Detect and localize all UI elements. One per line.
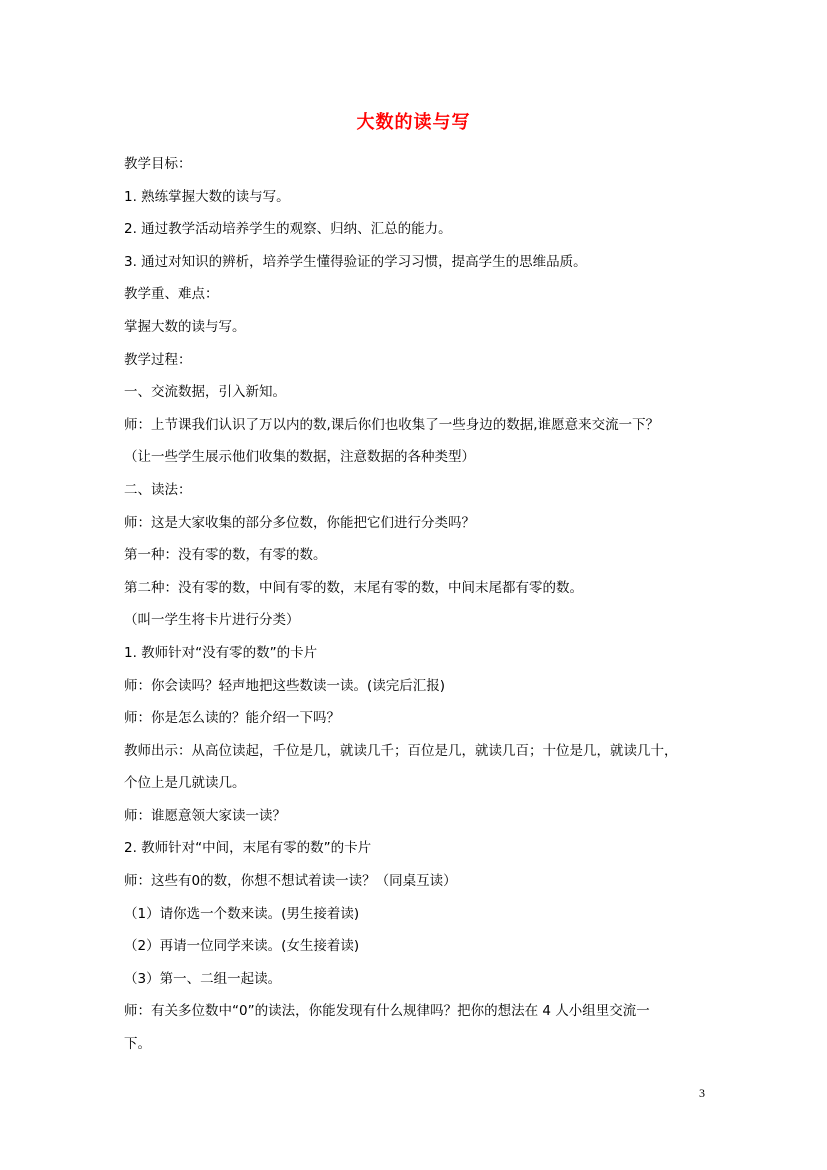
text-line: （1）请你选一个数来读。(男生接着读) <box>124 905 360 922</box>
text-line: 1. 教师针对“没有零的数”的卡片 <box>124 644 318 661</box>
text-line: 一、交流数据，引入新知。 <box>124 384 286 401</box>
text-line: 3. 通过对知识的辨析，培养学生懂得验证的学习习惯，提高学生的思维品质。 <box>124 253 587 270</box>
text-line: 下。 <box>124 1036 151 1053</box>
document-title: 大数的读与写 <box>356 112 471 133</box>
text-line: （2）再请一位同学来读。(女生接着读) <box>124 938 360 955</box>
text-line: 二、读法： <box>124 481 192 498</box>
text-line: 师：这些有0的数，你想不想试着读一读？（同桌互读） <box>124 873 457 890</box>
text-line: 1. 熟练掌握大数的读与写。 <box>124 188 290 205</box>
text-line: 个位上是几就读几。 <box>124 775 246 792</box>
text-line: 师：谁愿意领大家读一读？ <box>124 807 286 824</box>
document-body <box>124 148 714 1061</box>
text-line: 教学重、难点： <box>124 286 219 303</box>
text-line: 教学目标： <box>124 156 192 172</box>
text-line: 教师出示：从高位读起，千位是几，就读几千；百位是几，就读几百；十位是几，就读几十， <box>124 742 678 759</box>
text-line: 第一种：没有零的数，有零的数。 <box>124 547 327 564</box>
text-line: 第二种：没有零的数，中间有零的数，末尾有零的数，中间末尾都有零的数。 <box>124 579 583 596</box>
text-line: （3）第一、二组一起读。 <box>124 970 282 987</box>
text-line: 师：上节课我们认识了万以内的数,课后你们也收集了一些身边的数据,谁愿意来交流一下？ <box>124 416 660 433</box>
text-line: 2. 通过教学活动培养学生的观察、归纳、汇总的能力。 <box>124 221 452 238</box>
text-line: 2. 教师针对“中间，末尾有零的数”的卡片 <box>124 840 372 857</box>
text-line: 掌握大数的读与写。 <box>124 318 246 335</box>
text-line: 师：你是怎么读的？能介绍一下吗？ <box>124 710 340 727</box>
text-line: （让一些学生展示他们收集的数据，注意数据的各种类型） <box>124 449 475 466</box>
text-line: 师：你会读吗？轻声地把这些数读一读。(读完后汇报) <box>124 677 446 694</box>
text-line: （叫一学生将卡片进行分类） <box>124 612 300 629</box>
page-number: 3 <box>699 1086 705 1100</box>
text-line: 师：有关多位数中“0”的读法，你能发现有什么规律吗？把你的想法在 4 人小组里交流一 <box>124 1003 650 1020</box>
text-line: 师：这是大家收集的部分多位数，你能把它们进行分类吗？ <box>124 514 475 531</box>
text-line: 教学过程： <box>124 351 192 368</box>
